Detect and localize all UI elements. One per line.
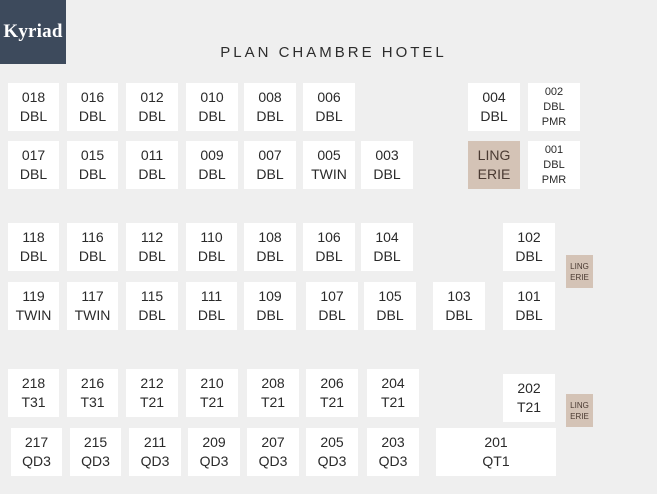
room-108 bbox=[244, 223, 296, 271]
room-number: 119 bbox=[22, 288, 45, 304]
room-101 bbox=[503, 282, 555, 330]
room-number: 002 bbox=[544, 85, 564, 98]
room-216 bbox=[67, 369, 118, 417]
room-type: DBL bbox=[197, 248, 226, 264]
room-number: 007 bbox=[258, 147, 282, 163]
room-type: DBL bbox=[315, 248, 343, 264]
room-002 bbox=[528, 83, 580, 131]
room-212 bbox=[126, 369, 178, 417]
room-number: 001 bbox=[544, 143, 564, 156]
room-102 bbox=[503, 223, 555, 271]
room-type: QD3 bbox=[378, 453, 408, 469]
room-number: 004 bbox=[482, 89, 506, 105]
room-112 bbox=[126, 223, 178, 271]
room-105 bbox=[364, 282, 416, 330]
room-201 bbox=[436, 428, 556, 476]
room-type: DBL bbox=[445, 307, 473, 323]
room-202 bbox=[503, 374, 555, 422]
room-type: DBL bbox=[78, 166, 107, 182]
room-number: 218 bbox=[21, 375, 46, 391]
room-016 bbox=[67, 83, 118, 131]
room-011 bbox=[126, 141, 178, 189]
room-number: 211 bbox=[143, 434, 167, 450]
room-type: DBL bbox=[138, 248, 166, 264]
room-number: 101 bbox=[517, 288, 541, 304]
room-type: DBL bbox=[138, 166, 166, 182]
room-217 bbox=[11, 428, 62, 476]
room-106 bbox=[303, 223, 355, 271]
room-number: 210 bbox=[200, 375, 224, 391]
room-number: 105 bbox=[378, 288, 402, 304]
room-type: DBL bbox=[543, 100, 565, 113]
room-205 bbox=[306, 428, 358, 476]
room-003 bbox=[361, 141, 413, 189]
room-number: 215 bbox=[83, 434, 108, 450]
room-001 bbox=[528, 141, 580, 189]
room-type: QD3 bbox=[258, 453, 288, 469]
room-006 bbox=[303, 83, 355, 131]
room-number: 102 bbox=[517, 229, 541, 245]
room-number: 212 bbox=[140, 375, 164, 391]
room-type: DBL bbox=[256, 108, 284, 124]
room-type: DBL bbox=[318, 307, 346, 323]
kyriad-logo: Kyriad bbox=[0, 0, 66, 64]
room-type: DBL bbox=[515, 248, 543, 264]
room-number: 115 bbox=[140, 288, 164, 304]
room-type: T21 bbox=[139, 394, 165, 410]
room-type: QD3 bbox=[140, 453, 170, 469]
room-number: 205 bbox=[320, 434, 344, 450]
room-type: DBL bbox=[138, 307, 166, 323]
room-218 bbox=[8, 369, 59, 417]
room-type: T21 bbox=[319, 394, 345, 410]
room-number: 106 bbox=[317, 229, 341, 245]
room-type: DBL bbox=[256, 166, 284, 182]
room-type: DBL bbox=[198, 166, 226, 182]
linen-label-bottom: ERIE bbox=[570, 272, 589, 282]
room-number: 017 bbox=[21, 147, 46, 163]
room-215 bbox=[70, 428, 121, 476]
linen-room bbox=[566, 255, 593, 288]
room-type: QD3 bbox=[199, 453, 229, 469]
room-009 bbox=[186, 141, 238, 189]
room-number: 116 bbox=[81, 229, 104, 245]
linen-label-top: LING bbox=[570, 400, 589, 410]
room-type: TWIN bbox=[15, 307, 52, 323]
room-number: 104 bbox=[375, 229, 399, 245]
room-018 bbox=[8, 83, 59, 131]
room-type: QT1 bbox=[482, 453, 510, 469]
room-type: TWIN bbox=[311, 166, 347, 182]
room-203 bbox=[367, 428, 419, 476]
room-type: DBL bbox=[19, 166, 48, 182]
room-number: 203 bbox=[381, 434, 405, 450]
room-type: QD3 bbox=[317, 453, 347, 469]
room-accessibility: PMR bbox=[541, 173, 567, 186]
room-type: DBL bbox=[78, 108, 107, 124]
room-207 bbox=[247, 428, 299, 476]
room-type: DBL bbox=[19, 108, 48, 124]
room-008 bbox=[244, 83, 296, 131]
room-type: DBL bbox=[373, 248, 401, 264]
room-number: 107 bbox=[320, 288, 344, 304]
room-number: 016 bbox=[80, 89, 105, 105]
room-type: DBL bbox=[515, 307, 543, 323]
room-type: T21 bbox=[260, 394, 286, 410]
room-208 bbox=[247, 369, 299, 417]
room-type: DBL bbox=[373, 166, 401, 182]
room-number: 009 bbox=[200, 147, 224, 163]
room-number: 008 bbox=[258, 89, 282, 105]
room-number: 103 bbox=[447, 288, 471, 304]
room-012 bbox=[126, 83, 178, 131]
room-number: 201 bbox=[484, 434, 508, 450]
room-103 bbox=[433, 282, 485, 330]
room-type: DBL bbox=[376, 307, 404, 323]
room-107 bbox=[306, 282, 358, 330]
room-type: DBL bbox=[78, 248, 107, 264]
room-109 bbox=[244, 282, 296, 330]
room-010 bbox=[186, 83, 238, 131]
room-type: DBL bbox=[480, 108, 508, 124]
room-116 bbox=[67, 223, 118, 271]
room-number: 117 bbox=[81, 288, 104, 304]
room-number: 006 bbox=[317, 89, 341, 105]
linen-label-top: LING bbox=[570, 261, 589, 271]
room-117 bbox=[67, 282, 118, 330]
room-type: T21 bbox=[380, 394, 406, 410]
room-119 bbox=[8, 282, 59, 330]
room-type: QD3 bbox=[22, 453, 51, 469]
linen-room bbox=[468, 141, 520, 189]
room-015 bbox=[67, 141, 118, 189]
room-number: 012 bbox=[140, 89, 164, 105]
room-104 bbox=[361, 223, 413, 271]
room-number: 217 bbox=[24, 434, 49, 450]
room-004 bbox=[468, 83, 520, 131]
room-017 bbox=[8, 141, 59, 189]
room-type: DBL bbox=[198, 108, 226, 124]
room-number: 011 bbox=[140, 147, 164, 163]
room-number: 204 bbox=[381, 375, 405, 391]
room-number: 118 bbox=[22, 229, 45, 245]
room-number: 010 bbox=[200, 89, 224, 105]
room-204 bbox=[367, 369, 419, 417]
room-type: T21 bbox=[199, 394, 225, 410]
room-number: 109 bbox=[258, 288, 282, 304]
room-209 bbox=[188, 428, 240, 476]
room-type: QD3 bbox=[81, 453, 110, 469]
page-title: PLAN CHAMBRE HOTEL bbox=[220, 44, 447, 61]
room-type: DBL bbox=[315, 108, 343, 124]
room-number: 207 bbox=[261, 434, 285, 450]
room-111 bbox=[186, 282, 237, 330]
room-number: 111 bbox=[200, 288, 223, 304]
room-005 bbox=[303, 141, 355, 189]
room-number: 018 bbox=[21, 89, 46, 105]
room-210 bbox=[186, 369, 238, 417]
room-type: T31 bbox=[80, 394, 105, 410]
room-type: DBL bbox=[256, 307, 284, 323]
room-number: 216 bbox=[80, 375, 105, 391]
room-type: DBL bbox=[197, 307, 226, 323]
room-type: DBL bbox=[138, 108, 166, 124]
room-type: T31 bbox=[21, 394, 46, 410]
room-number: 110 bbox=[200, 229, 223, 245]
room-number: 108 bbox=[258, 229, 282, 245]
room-number: 005 bbox=[317, 147, 341, 163]
linen-label-bottom: ERIE bbox=[570, 411, 589, 421]
room-number: 208 bbox=[261, 375, 285, 391]
room-type: DBL bbox=[19, 248, 48, 264]
room-118 bbox=[8, 223, 59, 271]
room-type: T21 bbox=[516, 399, 542, 415]
room-110 bbox=[186, 223, 237, 271]
room-number: 209 bbox=[202, 434, 226, 450]
room-type: TWIN bbox=[74, 307, 111, 323]
room-007 bbox=[244, 141, 296, 189]
room-number: 015 bbox=[80, 147, 105, 163]
room-accessibility: PMR bbox=[541, 115, 567, 128]
room-number: 206 bbox=[320, 375, 344, 391]
room-type: DBL bbox=[543, 158, 565, 171]
room-number: 202 bbox=[517, 380, 541, 396]
linen-label-bottom: ERIE bbox=[477, 166, 511, 182]
room-211 bbox=[129, 428, 181, 476]
room-type: DBL bbox=[256, 248, 284, 264]
room-number: 003 bbox=[375, 147, 399, 163]
room-number: 112 bbox=[140, 229, 164, 245]
linen-room bbox=[566, 394, 593, 427]
linen-label-top: LING bbox=[477, 147, 511, 163]
room-115 bbox=[126, 282, 178, 330]
room-206 bbox=[306, 369, 358, 417]
